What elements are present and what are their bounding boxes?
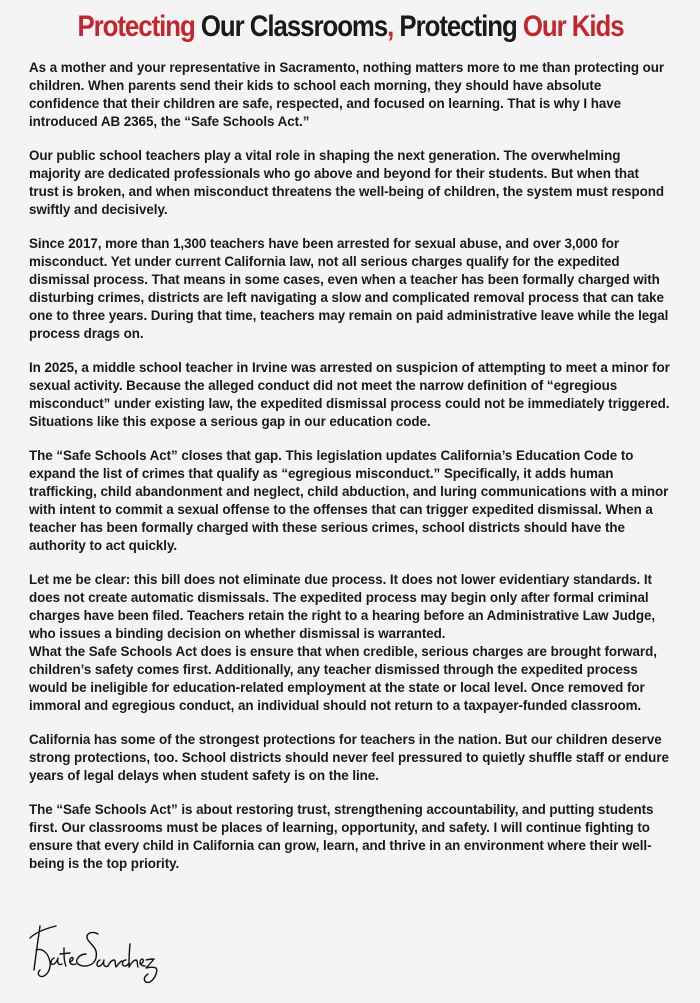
paragraph-statistics: Since 2017, more than 1,300 teachers have been arrested for sexual abuse, and over 3,000 for misconduct. Yet under current California law, not all serious charges qualify for the expedited dismissal process. That means in some cases, even when a teacher has been formally charged with disturbing crimes, districts are left navigating a slow and complicated removal process that can take one to three years. During that time, teachers may remain on paid administrative leave while the legal process drags on.	[29, 236, 669, 341]
paragraph-conclusion: The “Safe Schools Act” is about restoring trust, strengthening accountability, and putting students first. Our classrooms must be places of learning, opportunity, and safety. I will continue fighting to ensure that every child in California can grow, learn, and thrive in an environment where their well-being is the top priority.	[29, 802, 654, 871]
title-part-protecting-2: Protecting	[393, 10, 523, 43]
letter-body	[29, 59, 672, 873]
page-title	[74, 0, 627, 49]
signature-image	[26, 918, 166, 988]
paragraph-irvine-case: In 2025, a middle school teacher in Irvine was arrested on suspicion of attempting to meet a minor for sexual activity. Because the alleged conduct did not meet the narrow definition of “egregious misconduct” under existing law, the expedited dismissal process could not be immediately triggered. Situations like this expose a serious gap in our education code.	[29, 360, 670, 429]
title-part-comma: ,	[387, 10, 394, 43]
paragraph-intro: As a mother and your representative in Sacramento, nothing matters more to me than protecting our children. When parents send their kids to school each morning, they should have absolute confidence that their children are safe, respected, and focused on learning. That is why I have introduced AB 2365, the “Safe Schools Act.”	[29, 60, 665, 129]
paragraph-teachers-role: Our public school teachers play a vital role in shaping the next generation. The overwhelming majority are dedicated professionals who go above and beyond for their students. But when that trust is broken, and when misconduct threatens the well-being of children, the system must respond swiftly and decisively.	[29, 148, 664, 217]
paragraph-protections: California has some of the strongest protections for teachers in the nation. But our children deserve strong protections, too. School districts should never feel pressured to quietly shuffle staff or endure years of legal delays when student safety is on the line.	[29, 732, 669, 783]
paragraph-closes-gap: The “Safe Schools Act” closes that gap. This legislation updates California’s Education Code to expand the list of crimes that qualify as “egregious misconduct.” Specifically, it adds human trafficking, child abandonment and neglect, child abduction, and luring communications with a minor with intent to commit a sexual offense to the offenses that can trigger expedited dismissal. When a teacher has been formally charged with these serious crimes, school districts should have the authority to act quickly.	[29, 448, 669, 553]
paragraph-due-process: Let me be clear: this bill does not eliminate due process. It does not lower evidentiary standards. It does not create automatic dismissals. The expedited process may begin only after formal criminal charges have been filed. Teachers retain the right to a hearing before an Administrative Law Judge, who issues a binding decision on whether dismissal is warranted.	[29, 572, 656, 641]
paragraph-what-act-does: What the Safe Schools Act does is ensure that when credible, serious charges are brought forward, children’s safety comes first. Additionally, any teacher dismissed through the expedited process would be ineligible for education-related employment at the state or local level. Once removed for immoral and egregious conduct, an individual should not return to a taxpayer-funded classroom.	[29, 644, 657, 713]
title-part-protecting: Protecting	[77, 10, 195, 43]
title-part-classrooms: Our Classrooms	[194, 10, 388, 43]
title-part-our-kids: Our Kids	[522, 10, 624, 43]
